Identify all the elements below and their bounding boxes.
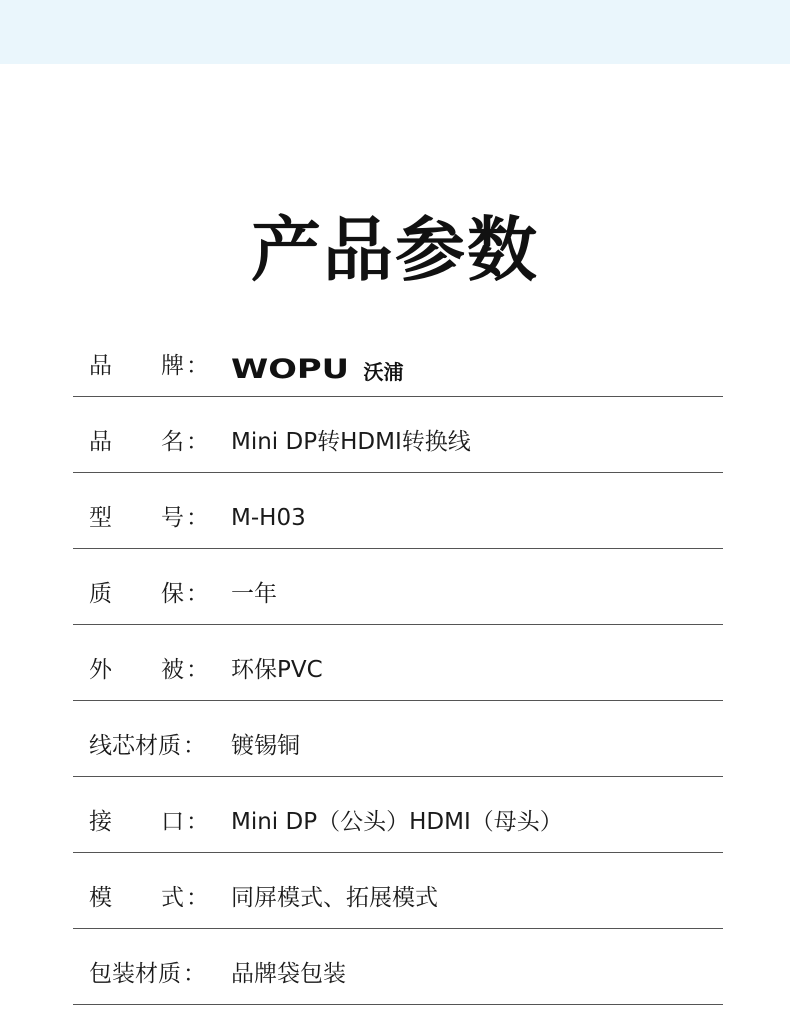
- spec-label: 接 口：: [89, 809, 209, 835]
- spec-value: 品牌袋包装: [231, 961, 346, 987]
- top-banner: [0, 0, 790, 64]
- spec-row-mode: [73, 853, 723, 929]
- spec-value: 环保PVC: [231, 657, 323, 683]
- spec-row-core-material: [73, 701, 723, 777]
- spec-row-packaging: [73, 929, 723, 1005]
- brand-wordmark: WOPU: [231, 354, 350, 385]
- page-title: 产品参数: [251, 209, 539, 291]
- spec-label: 外 被：: [89, 657, 209, 683]
- spec-value: Mini DP（公头）HDMI（母头）: [231, 809, 563, 835]
- spec-table: [73, 340, 723, 1005]
- spec-row-warranty: [73, 549, 723, 625]
- spec-value: 同屏模式、拓展模式: [231, 885, 438, 911]
- spec-value: Mini DP转HDMI转换线: [231, 429, 471, 455]
- spec-label: 线芯材质：: [89, 733, 206, 759]
- spec-value: 镀锡铜: [231, 733, 300, 759]
- spec-label: 型 号：: [89, 505, 209, 531]
- spec-value: M-H03: [231, 505, 306, 531]
- spec-label: 品 名：: [89, 429, 209, 455]
- spec-row-interface: [73, 777, 723, 853]
- spec-row-product-name: [73, 397, 723, 473]
- spec-row-model: [73, 473, 723, 549]
- spec-label: 包装材质：: [89, 961, 206, 987]
- spec-row-brand: [73, 340, 723, 397]
- brand-chinese-name: 沃浦: [363, 360, 404, 384]
- spec-label: 质 保：: [89, 581, 209, 607]
- spec-label: 品 牌：: [89, 353, 209, 379]
- spec-value: 一年: [231, 581, 277, 607]
- spec-row-jacket: [73, 625, 723, 701]
- wopu-brand-logo: [231, 356, 403, 384]
- spec-label: 模 式：: [89, 885, 209, 911]
